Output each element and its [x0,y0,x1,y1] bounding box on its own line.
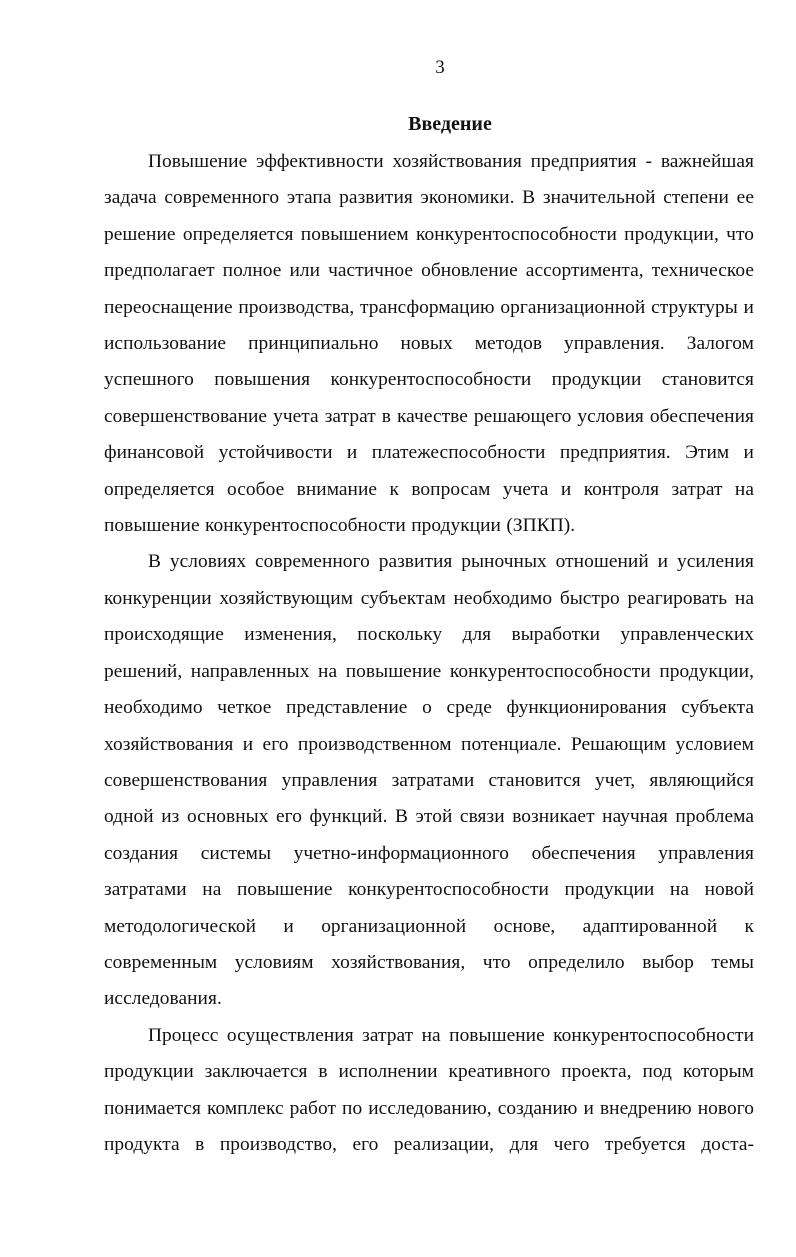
paragraph-2: В условиях современного развития рыночных отношений и усиления конкуренции хозяйствующим субъектам необходимо быстро реагировать на происходящие изменения, поскольку для выработки управленческих решений, направленных на повышение конкурентоспособности продукции, необходимо четкое представление о среде функционирования субъекта хозяйствования и его производственном потенциале. Решающим условием совершенствования управления затратами становится учет, являющийся одной из основных его функций. В этой связи возникает научная проблема создания системы учетно-информационного обеспечения управления затратами на повышение конкурентоспособности продукции на новой методологической и организационной основе, адаптированной к современным условиям хозяйствования, что определило выбор темы исследования. [104,551,754,1010]
paragraph-3: Процесс осуществления затрат на повышение конкурентоспособности продукции заключается в исполнении креативного проекта, под которым понимается комплекс работ по исследованию, созданию и внедрению нового продукта в производство, его реализации, для чего требуется доста- [104,1024,754,1155]
body-text [104,144,754,1163]
paragraph-1: Повышение эффективности хозяйствования предприятия - важнейшая задача современного этапа развития экономики. В значительной степени ее решение определяется повышением конкурентоспособности продукции, что предполагает полное или частичное обновление ассортимента, техническое переоснащение производства, трансформацию организационной структуры и использование принципиально новых методов управления. Залогом успешного повышения конкурентоспособности продукции становится совершенствование учета затрат в качестве решающего условия обеспечения финансовой устойчивости и платежеспособности предприятия. Этим и определяется особое внимание к вопросам учета и контроля затрат на повышение конкурентоспособности продукции (ЗПКП). [104,151,754,537]
section-heading: Введение [408,113,492,135]
page-number: 3 [435,57,445,78]
